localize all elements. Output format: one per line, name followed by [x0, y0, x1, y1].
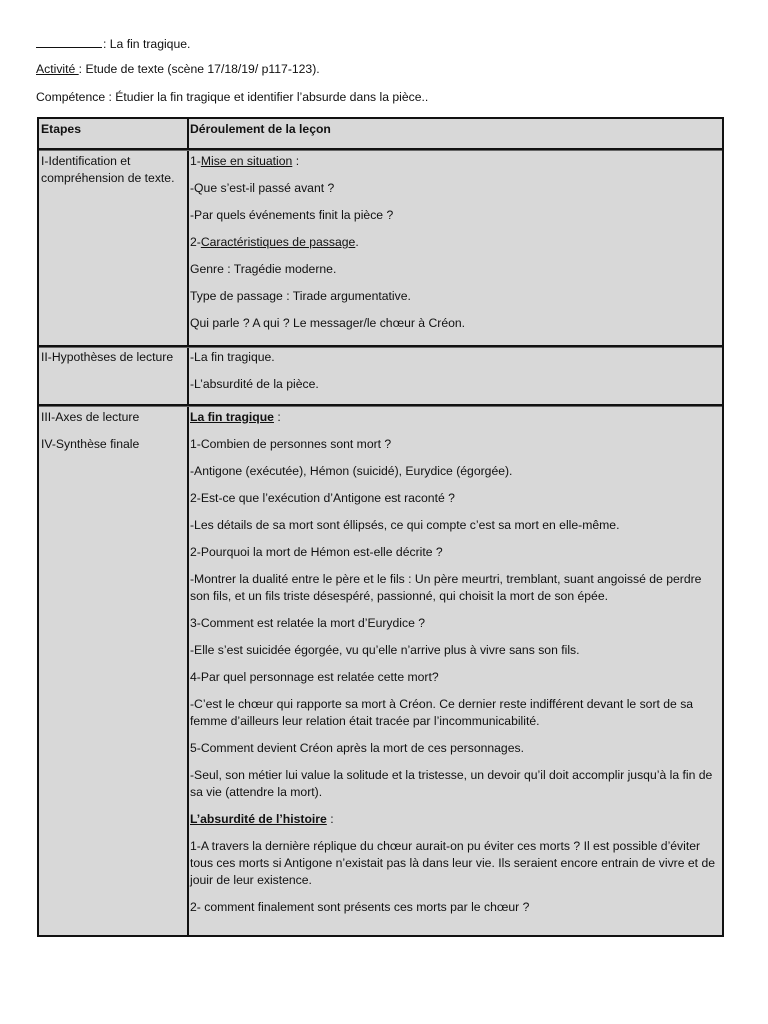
title-blank: [36, 35, 102, 48]
section-heading-absurdite: L’absurdité de l’histoire :: [190, 812, 334, 826]
row-divider-1: [39, 345, 722, 348]
row2-content: [190, 349, 722, 403]
list-item: 1-Mise en situation :: [190, 154, 300, 168]
section-heading-fin-tragique: La fin tragique :: [190, 410, 281, 424]
list-item: -C’est le chœur qui rapporte sa mort à Créon. Ce dernier reste indifférent devant le sort de sa femme d’ailleurs leur relation était tracée par l’incommunicabilité.: [190, 697, 694, 728]
list-item: Qui parle ? A qui ? Le messager/le chœur à Créon.: [190, 316, 466, 330]
header-deroulement: Déroulement de la leçon: [190, 122, 331, 136]
list-item: -Par quels événements finit la pièce ?: [190, 208, 394, 222]
row-divider-2: [39, 404, 722, 407]
list-item: 5-Comment devient Créon après la mort de ces personnages.: [190, 741, 524, 755]
activity-line: [36, 62, 320, 76]
competence-line: Compétence : Étudier la fin tragique et identifier l’absurde dans la pièce..: [36, 90, 429, 104]
list-item: 2-Caractéristiques de passage.: [190, 235, 359, 249]
document-title: : La fin tragique.: [36, 35, 190, 51]
stage-hypotheses: II-Hypothèses de lecture: [41, 350, 174, 364]
list-item: 2-Est-ce que l’exécution d’Antigone est raconté ?: [190, 491, 455, 505]
list-item: 1-Combien de personnes sont mort ?: [190, 437, 392, 451]
column-divider: [187, 119, 189, 935]
list-item: 3-Comment est relatée la mort d’Eurydice ?: [190, 616, 426, 630]
list-item: -Que s’est-il passé avant ?: [190, 181, 335, 195]
list-item: -Les détails de sa mort sont éllipsés, ce qui compte c’est sa mort en elle-même.: [190, 518, 620, 532]
header-divider: [39, 148, 722, 151]
list-item: -Montrer la dualité entre le père et le fils : Un père meurtri, tremblant, suant angoissé de perdre son fils, et un fils triste désespéré, passionné, qui choisit la mort de son épée.: [190, 572, 702, 603]
list-item: Genre : Tragédie moderne.: [190, 262, 337, 276]
list-item: -Antigone (exécutée), Hémon (suicidé), Eurydice (égorgée).: [190, 464, 513, 478]
lesson-table: [37, 117, 724, 937]
list-item: Type de passage : Tirade argumentative.: [190, 289, 411, 303]
row3-content: [190, 409, 722, 926]
list-item: -Elle s’est suicidée égorgée, vu qu’elle n’arrive plus à vivre sans son fils.: [190, 643, 580, 657]
list-item: 2- comment finalement sont présents ces morts par le chœur ?: [190, 900, 530, 914]
list-item: -L’absurdité de la pièce.: [190, 377, 319, 391]
row1-content: [190, 153, 722, 342]
stage-axes: III-Axes de lecture: [41, 410, 140, 424]
list-item: -La fin tragique.: [190, 350, 275, 364]
stage-synthese: IV-Synthèse finale: [41, 437, 140, 451]
activity-text: : Etude de texte (scène 17/18/19/ p117-123).: [78, 62, 320, 76]
activity-label: Activité: [36, 62, 79, 76]
list-item: -Seul, son métier lui value la solitude et la tristesse, un devoir qu’il doit accomplir jusqu’à la fin de sa vie (attendre la mort).: [190, 768, 713, 799]
header-etapes: Etapes: [41, 122, 81, 136]
list-item: 2-Pourquoi la mort de Hémon est-elle décrite ?: [190, 545, 443, 559]
stage-identification: I-Identification et compréhension de texte.: [41, 154, 175, 185]
list-item: 4-Par quel personnage est relatée cette mort?: [190, 670, 439, 684]
list-item: 1-A travers la dernière réplique du chœur aurait-on pu éviter ces morts ? Il est possible d’éviter tous ces morts si Antigone n’existait pas là dans leur vie. Ils seraient encore entrain de vivre et de jouir de leur existence.: [190, 839, 716, 887]
row3-stages: [41, 409, 185, 463]
